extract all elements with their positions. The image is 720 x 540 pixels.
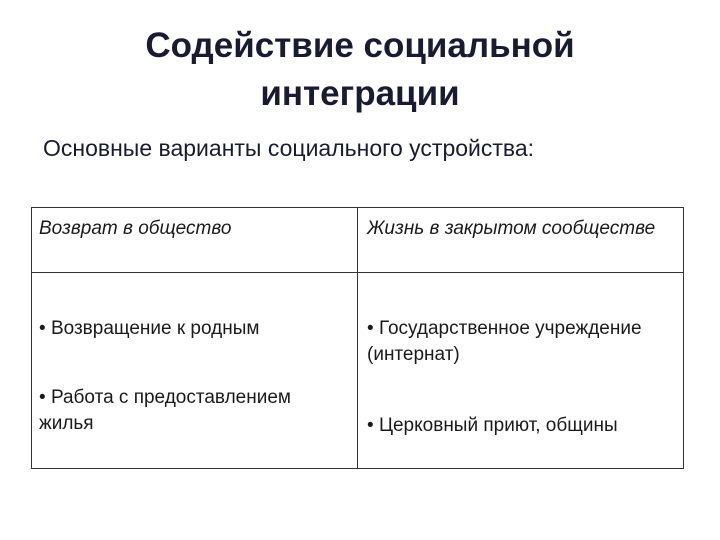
- column-divider: [357, 208, 358, 468]
- options-table: [31, 207, 684, 469]
- slide-subtitle: Основные варианты социального устройства:: [43, 135, 535, 161]
- list-item: • Государственное учреждение (интернат): [367, 316, 667, 368]
- list-item: • Возвращение к родным: [39, 316, 349, 342]
- header-closed-community: Жизнь в закрытом сообществе: [367, 218, 656, 239]
- list-item: • Работа с предоставлением жилья: [39, 385, 349, 437]
- list-item: • Церковный приют, общины: [367, 413, 667, 439]
- slide-title: Содействие социальной интеграции: [145, 26, 575, 113]
- header-return-to-society: Возврат в общество: [39, 218, 232, 239]
